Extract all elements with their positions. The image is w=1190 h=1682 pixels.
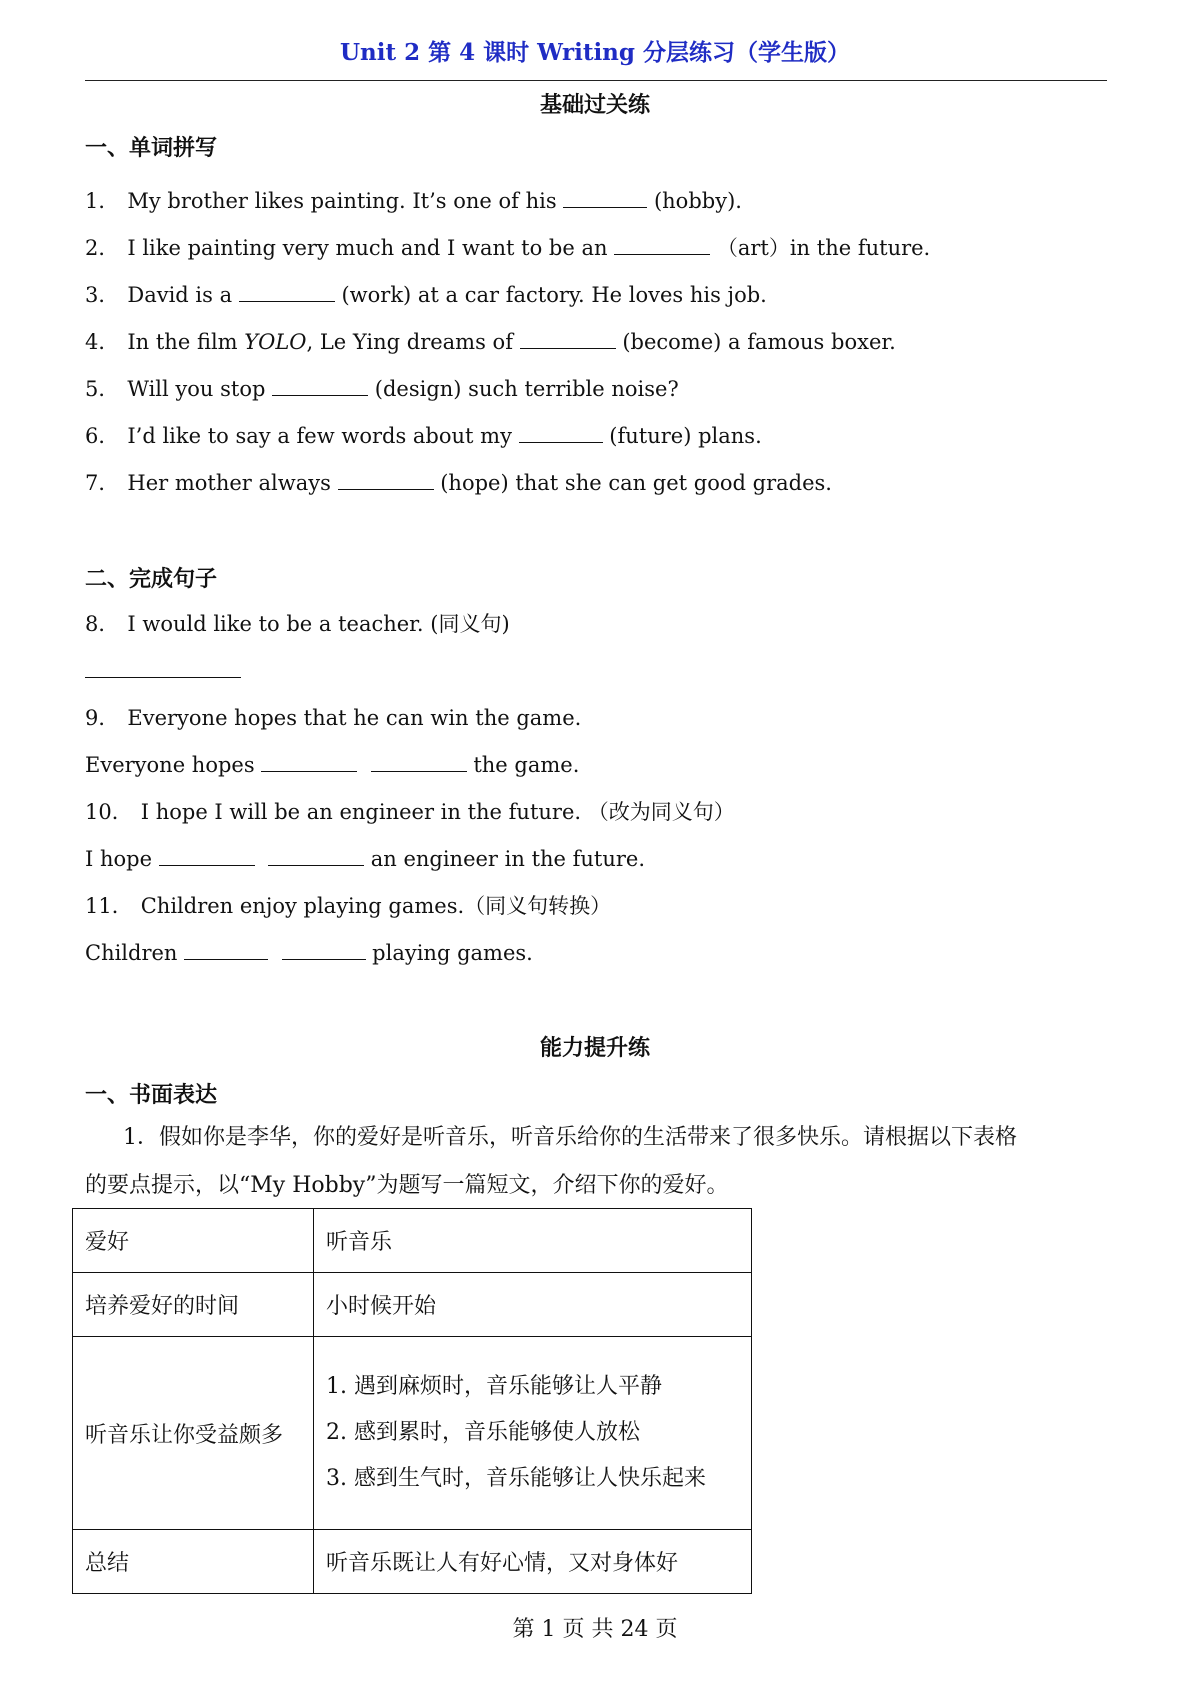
part1-heading: 一、单词拼写 [85, 135, 218, 161]
table-cell-key: 总结 [73, 1530, 314, 1594]
list-item: 3. 感到生气时，音乐能够让人快乐起来 [326, 1466, 706, 1491]
question-4: 4． In the film YOLO, Le Ying dreams of (become) a famous boxer. [85, 330, 896, 354]
answer-line-10: I hope an engineer in the future. [85, 847, 646, 871]
answer-blank[interactable] [85, 659, 241, 678]
answer-blank[interactable] [563, 189, 647, 208]
table-cell-key: 培养爱好的时间 [73, 1273, 314, 1337]
writing-prompt: 1．假如你是李华，你的爱好是听音乐，听音乐给你的生活带来了很多快乐。请根据以下表格 的要点提示，以“My Hobby”为题写一篇短文，介绍下你的爱好。 [85, 1125, 1018, 1198]
answer-blank[interactable] [371, 753, 467, 772]
answer-blank[interactable] [519, 424, 603, 443]
answer-blank[interactable] [282, 941, 366, 960]
list-item: 2. 感到累时，音乐能够使人放松 [326, 1420, 640, 1445]
table-row [73, 1337, 752, 1530]
table-cell-points [314, 1337, 752, 1530]
table-cell-value: 听音乐既让人有好心情，又对身体好 [314, 1530, 752, 1594]
table-cell-value: 小时候开始 [314, 1273, 752, 1337]
page-number: 第 1 页 共 24 页 [512, 1617, 678, 1642]
table-row [73, 1209, 752, 1273]
table-cell-key: 听音乐让你受益颇多 [73, 1337, 314, 1530]
list-item: 1. 遇到麻烦时，音乐能够让人平静 [326, 1374, 662, 1399]
question-1: 1． My brother likes painting. It’s one of his (hobby). [85, 189, 742, 213]
page-title: Unit 2 第 4 课时 Writing 分层练习（学生版） [339, 39, 850, 66]
header-divider [85, 80, 1107, 81]
table-cell-key: 爱好 [73, 1209, 314, 1273]
answer-line-8 [85, 657, 241, 685]
part2-heading: 二、完成句子 [85, 566, 218, 592]
question-6: 6． I’d like to say a few words about my (future) plans. [85, 424, 762, 448]
table-cell-value: 听音乐 [314, 1209, 752, 1273]
answer-blank[interactable] [159, 847, 255, 866]
question-7: 7． Her mother always (hope) that she can get good grades. [85, 471, 832, 495]
section-title-basic: 基础过关练 [539, 92, 650, 118]
question-2: 2． I like painting very much and I want to be an （art）in the future. [85, 236, 931, 260]
question-3: 3． David is a (work) at a car factory. He loves his job. [85, 283, 767, 307]
table-row [73, 1530, 752, 1594]
answer-line-9: Everyone hopes the game. [85, 753, 580, 777]
question-5: 5． Will you stop (design) such terrible noise? [85, 377, 679, 401]
part3-heading: 一、书面表达 [85, 1082, 218, 1108]
question-11: 11． Children enjoy playing games.（同义句转换） [85, 894, 612, 918]
answer-blank[interactable] [272, 377, 368, 396]
answer-line-11: Children playing games. [85, 941, 533, 965]
section-title-advanced: 能力提升练 [539, 1035, 650, 1061]
answer-blank[interactable] [520, 330, 616, 349]
answer-blank[interactable] [268, 847, 364, 866]
answer-blank[interactable] [614, 236, 710, 255]
answer-blank[interactable] [261, 753, 357, 772]
question-8: 8． I would like to be a teacher. (同义句) [85, 612, 510, 636]
table-row [73, 1273, 752, 1337]
answer-blank[interactable] [239, 283, 335, 302]
question-10: 10． I hope I will be an engineer in the future. （改为同义句） [85, 800, 735, 824]
answer-blank[interactable] [338, 471, 434, 490]
question-9: 9． Everyone hopes that he can win the game. [85, 706, 582, 730]
hint-table [72, 1208, 752, 1594]
answer-blank[interactable] [184, 941, 268, 960]
